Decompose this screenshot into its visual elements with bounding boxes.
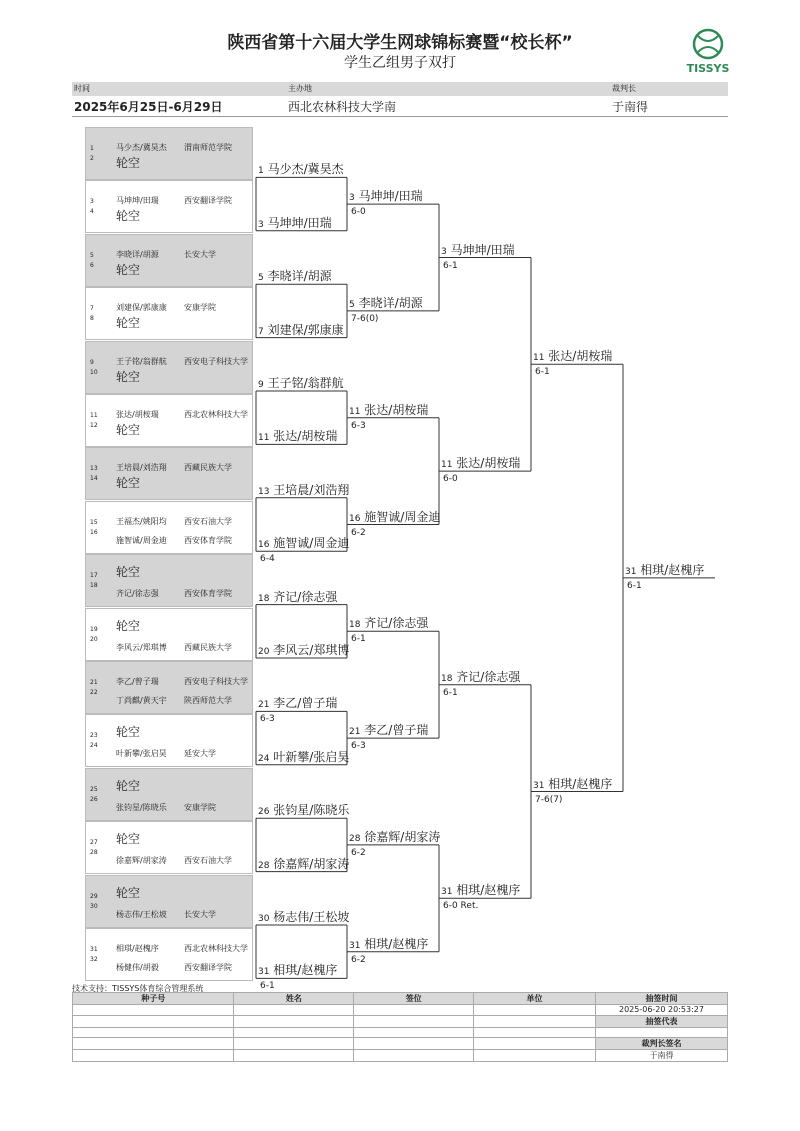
bye-label: 轮空 [116,725,141,740]
pair-name: 马坤坤/田瑞 [116,196,159,206]
match-winner [258,321,344,338]
draw-number: 27 [90,839,98,847]
winner-name: 张达/胡桉瑞 [364,402,429,417]
draw-number: 11 [90,412,98,419]
seed-number: 31 [441,887,453,898]
draw-number: 5 [90,251,94,259]
bye-label: 轮空 [116,618,141,633]
seed-number: 5 [258,273,264,284]
draw-number: 15 [90,518,98,526]
match-winner [349,508,440,525]
school-name: 延安大学 [184,749,216,759]
event-subtitle: 学生乙组男子双打 [344,55,456,71]
seed-number: 18 [258,593,270,604]
host-value: 西北农林科技大学南 [288,100,397,114]
col-name: 姓名 [234,993,354,1005]
draw-rep-value [595,1027,727,1038]
seed-number: 11 [441,460,453,471]
school-name: 长安大学 [184,909,216,919]
draw-number: 28 [90,849,98,857]
winner-name: 叶新攀/张启昊 [273,749,350,764]
tech-support: 技术支持：TISSYS体育综合管理系统 [72,984,204,993]
winner-name: 杨志伟/王松坡 [273,910,350,924]
match-winner [258,427,337,444]
match-winner [349,294,423,311]
draw-number: 18 [90,582,98,590]
match-score: 6-1 [535,367,550,378]
school-name: 陕西师范大学 [184,696,232,705]
draw-number: 31 [90,946,98,953]
draw-number: 9 [90,358,94,366]
winner-name: 齐记/徐志强 [456,669,521,684]
pair-name: 王福杰/姚阳均 [116,516,167,526]
draw-number: 14 [90,475,98,483]
seed-number: 21 [349,727,361,738]
match-winner [625,561,704,578]
seed-number: 31 [258,967,270,978]
winner-name: 王培晨/刘浩翔 [273,482,350,497]
match-winner [258,481,349,498]
pair-name: 李晓详/胡源 [116,249,159,259]
match-score: 6-0 Ret. [443,901,479,912]
draw-number: 20 [90,635,98,643]
draw-number: 24 [90,742,98,750]
match-score: 6-0 [351,207,366,218]
winner-name: 马坤坤/田瑞 [450,242,515,257]
match-score: 6-4 [260,554,275,565]
seed-number: 3 [258,219,264,230]
winner-name: 张达/胡桉瑞 [456,456,521,471]
match-winner [258,374,344,391]
bye-label: 轮空 [116,156,141,170]
winner-name: 马少杰/冀昊杰 [267,162,344,177]
pair-name: 李风云/郑琪博 [116,642,167,652]
seed-number: 18 [441,673,453,684]
seed-number: 3 [441,246,447,257]
winner-name: 齐记/徐志强 [273,589,338,604]
seed-number: 21 [258,700,270,711]
match-score: 6-1 [443,260,458,271]
winner-name: 张钧星/陈晓乐 [273,803,350,818]
match-winner [349,828,440,845]
match-winner [258,855,349,872]
winner-name: 施智诚/周金迪 [364,509,441,524]
match-score: 6-1 [260,981,275,992]
bye-label: 轮空 [116,832,141,847]
match-score: 7-6(0) [351,313,379,324]
seed-number: 11 [258,433,270,444]
referee-sign-label: 裁判长签名 [595,1038,727,1050]
match-winner [533,347,612,364]
draw-number: 19 [90,625,98,633]
winner-name: 李乙/曾子瑞 [364,723,429,738]
school-name: 长安大学 [184,249,216,259]
draw-number: 16 [90,528,98,536]
winner-name: 马坤坤/田瑞 [358,189,423,204]
pair-name: 徐嘉辉/胡家涛 [116,856,167,866]
pair-name: 叶新攀/张启昊 [116,749,167,759]
match-winner [441,881,520,898]
school-name: 西安体育学院 [184,535,232,545]
seed-number: 13 [258,486,270,497]
seed-number: 24 [258,753,270,764]
seed-number: 16 [349,513,361,524]
time-label: 时间 [74,84,90,93]
winner-name: 徐嘉辉/胡家涛 [273,856,350,871]
logo-text: TISSYS [686,62,730,75]
match-score: 6-3 [351,741,366,752]
match-winner [533,775,612,792]
draw-number: 17 [90,572,98,580]
match-winner [441,241,515,258]
match-winner [258,534,349,551]
match-score: 6-1 [443,687,458,698]
match-winner [258,961,337,978]
winner-name: 李晓详/胡源 [358,295,423,310]
draw-number: 10 [90,368,98,376]
bye-label: 轮空 [116,423,141,437]
winner-name: 相琪/赵槐序 [548,776,613,791]
referee-sign-value: 于南得 [595,1050,727,1062]
winner-name: 王子铭/翁群航 [267,376,344,390]
pair-name: 齐记/徐志强 [116,589,159,599]
pair-name: 李乙/曾子瑞 [116,677,159,686]
draw-number: 23 [90,732,98,740]
match-winner [349,187,423,204]
school-name: 西安石油大学 [184,516,232,526]
winner-name: 相琪/赵槐序 [640,562,705,577]
seed-number: 9 [258,380,264,390]
winner-name: 张达/胡桉瑞 [548,349,613,364]
seed-number: 31 [349,940,361,951]
school-name: 安康学院 [184,303,216,313]
seed-number: 18 [349,620,361,631]
winner-name: 刘建保/郭康康 [267,322,344,337]
draw-number: 3 [90,198,94,206]
draw-rep-label: 抽签代表 [595,1015,727,1027]
host-label: 主办地 [288,84,312,93]
bye-label: 轮空 [116,369,141,384]
match-winner [258,588,337,605]
col-draw: 签位 [354,993,474,1005]
bye-label: 轮空 [116,778,141,793]
school-name: 西北农林科技大学 [184,410,248,419]
winner-name: 李晓详/胡源 [267,269,332,284]
seed-number: 31 [533,780,545,791]
pair-name: 刘建保/郭康康 [116,303,167,313]
draw-number: 30 [90,902,98,910]
pair-name: 张钧星/陈晓乐 [116,802,167,812]
match-winner [258,748,349,765]
seed-table [72,992,728,1062]
draw-number: 2 [90,155,94,162]
seed-number: 11 [533,353,545,364]
seed-number: 30 [258,914,270,924]
col-unit: 单位 [474,993,596,1005]
draw-number: 13 [90,465,98,473]
draw-time-value: 2025-06-20 20:53:27 [595,1005,727,1016]
match-winner [258,267,332,284]
school-name: 西北农林科技大学 [184,944,248,953]
match-score: 6-0 [443,474,458,485]
bye-label: 轮空 [116,476,141,491]
bye-label: 轮空 [116,316,141,331]
pair-name: 王子铭/翁群航 [116,356,167,366]
draw-number: 26 [90,795,98,803]
winner-name: 相琪/赵槐序 [273,963,338,978]
seed-number: 20 [258,647,270,657]
seed-number: 11 [349,406,361,417]
school-name: 西藏民族大学 [184,642,232,652]
match-score: 6-2 [351,954,366,965]
school-name: 西安电子科技大学 [184,677,248,686]
seed-number: 28 [349,833,361,844]
winner-name: 施智诚/周金迪 [273,536,350,551]
draw-number: 25 [90,785,98,793]
pair-name: 杨志伟/王松坡 [116,909,167,919]
match-winner [258,694,337,711]
winner-name: 张达/胡桉瑞 [273,429,338,444]
referee-value: 于南得 [612,100,649,114]
school-name: 西安翻译学院 [184,963,232,972]
draw-number: 8 [90,315,94,323]
bye-label: 轮空 [116,565,141,580]
match-winner [349,614,428,631]
winner-name: 相琪/赵槐序 [456,883,521,898]
draw-number: 1 [90,145,94,152]
match-winner [441,668,520,685]
seed-number: 1 [258,166,264,177]
winner-name: 李风云/郑琪博 [273,643,350,657]
seed-number: 7 [258,326,264,337]
match-winner [258,160,344,177]
match-winner [441,454,520,471]
match-winner [349,721,428,738]
school-name: 安康学院 [184,802,216,812]
match-winner [258,908,349,925]
bye-label: 轮空 [116,262,141,277]
match-score: 6-1 [351,634,366,645]
match-score: 6-3 [351,420,366,431]
school-name: 西藏民族大学 [184,463,232,473]
seed-number: 26 [258,807,270,818]
draw-number: 29 [90,892,98,900]
match-winner [258,641,349,658]
winner-name: 李乙/曾子瑞 [273,696,338,711]
match-score: 6-2 [351,527,366,538]
bye-label: 轮空 [116,209,141,224]
draw-number: 4 [90,208,94,216]
match-winner [349,401,428,418]
match-score: 6-3 [260,714,275,725]
col-seed: 种子号 [73,993,234,1005]
seed-number: 31 [625,566,637,577]
match-score: 6-1 [627,580,642,591]
pair-name: 王培晨/刘浩翔 [116,463,167,473]
match-winner [258,801,349,818]
match-winner [349,935,428,952]
pair-name: 丁尚麒/黄天宇 [116,696,167,705]
winner-name: 相琪/赵槐序 [364,936,429,951]
draw-number: 22 [90,689,98,696]
match-score: 6-2 [351,847,366,858]
pair-name: 张达/胡桉瑞 [116,410,159,419]
pair-name: 马少杰/冀昊杰 [116,143,167,152]
match-winner [258,214,332,231]
winner-name: 徐嘉辉/胡家涛 [364,829,441,844]
referee-label: 裁判长 [612,84,636,93]
school-name: 西安体育学院 [184,589,232,599]
school-name: 西安电子科技大学 [184,356,248,366]
bye-label: 轮空 [116,885,141,900]
winner-name: 齐记/徐志强 [364,616,429,631]
seed-number: 16 [258,540,270,551]
seed-number: 28 [258,860,270,871]
draw-number: 7 [90,305,94,313]
draw-number: 12 [90,422,98,429]
pair-name: 杨健伟/胡毅 [116,963,159,972]
seed-number: 5 [349,299,355,310]
pair-name: 施智诚/周金迪 [116,535,167,545]
page-title: 陕西省第十六届大学生网球锦标赛暨“校长杯” [227,33,573,53]
seed-number: 3 [349,193,355,204]
draw-number: 6 [90,261,94,269]
pair-name: 相琪/赵槐序 [116,944,159,953]
school-name: 渭南师范学院 [184,143,232,152]
school-name: 西安翻译学院 [184,196,232,206]
match-score: 7-6(7) [535,794,563,805]
winner-name: 马坤坤/田瑞 [267,215,332,230]
draw-number: 32 [90,956,98,963]
school-name: 西安石油大学 [184,856,232,866]
draw-time-label: 抽签时间 [595,993,727,1005]
draw-number: 21 [90,679,98,686]
time-value: 2025年6月25日-6月29日 [74,100,223,114]
